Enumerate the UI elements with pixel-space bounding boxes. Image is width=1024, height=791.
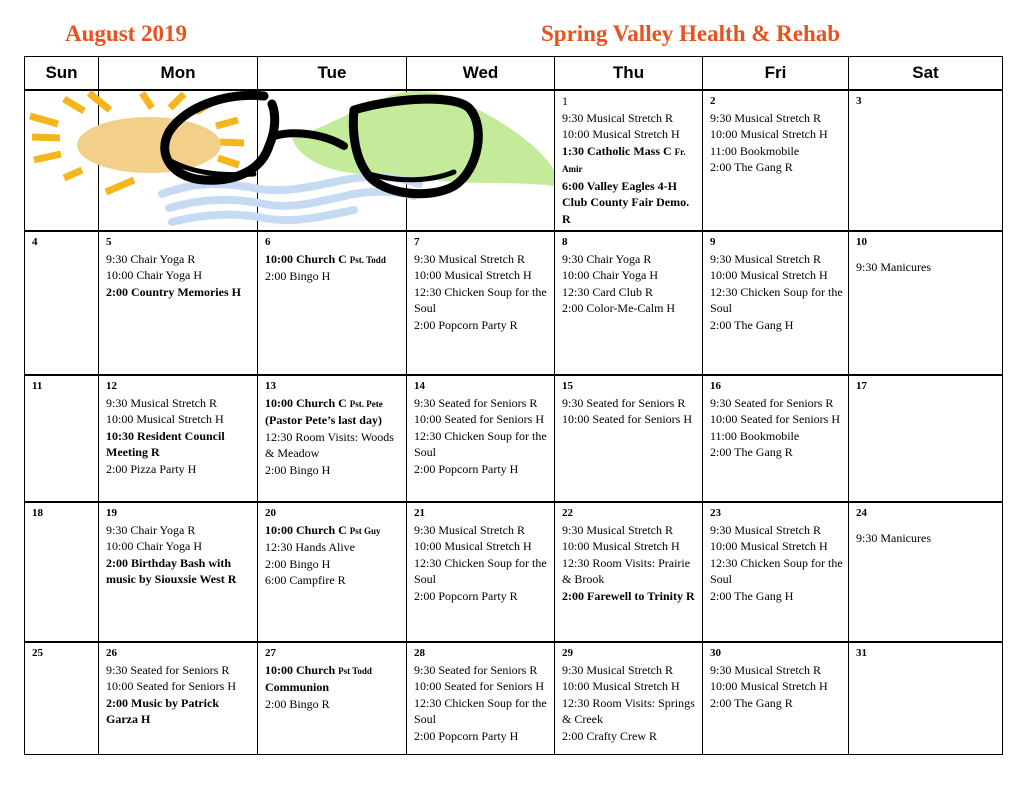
event: 10:00 Chair Yoga H bbox=[562, 268, 659, 282]
day-number: 28 bbox=[414, 647, 425, 659]
day-cell-2 bbox=[703, 90, 849, 231]
event: 2:00 Pizza Party H bbox=[106, 461, 197, 476]
event: 9:30 Musical Stretch R bbox=[106, 395, 217, 410]
day-cell-7 bbox=[407, 231, 555, 375]
day-cell-25 bbox=[25, 642, 99, 755]
day-cell-15 bbox=[555, 375, 703, 502]
event: 10:00 Musical Stretch H bbox=[710, 127, 828, 141]
event: 9:30 Musical Stretch R bbox=[562, 110, 673, 125]
event-title: 10:00 Church C bbox=[265, 395, 347, 410]
day-cell-16 bbox=[703, 375, 849, 502]
day-cell-17 bbox=[849, 375, 1003, 502]
event: 12:30 Room Visits: Woods & Meadow bbox=[265, 429, 394, 460]
event-note: Fr. Amir bbox=[562, 146, 686, 174]
event-title: 10:00 Church C bbox=[265, 251, 347, 266]
day-number: 31 bbox=[856, 647, 867, 659]
day-number: 9 bbox=[710, 236, 716, 248]
day-number: 10 bbox=[856, 236, 867, 248]
day-number: 12 bbox=[106, 380, 117, 392]
event bbox=[265, 522, 402, 540]
day-number: 6 bbox=[265, 236, 271, 248]
event-note: Pst Todd bbox=[338, 665, 372, 676]
event-title: 10:00 Church C bbox=[265, 522, 347, 537]
event: 10:00 Musical Stretch H bbox=[710, 539, 828, 553]
event: 10:00 Seated for Seniors H bbox=[106, 679, 236, 693]
day-cell-3 bbox=[849, 90, 1003, 231]
day-number: 27 bbox=[265, 647, 276, 659]
day-number: 5 bbox=[106, 236, 112, 248]
week-row-1 bbox=[25, 90, 1003, 231]
week-row-3 bbox=[25, 375, 1003, 502]
day-number: 23 bbox=[710, 507, 721, 519]
event: 12:30 Chicken Soup for the Soul bbox=[414, 284, 547, 315]
event: 9:30 Chair Yoga R bbox=[106, 251, 196, 266]
event: 2:00 Crafty Crew R bbox=[562, 728, 657, 743]
day-cell-20 bbox=[258, 502, 407, 642]
weekday-header-row bbox=[25, 57, 1003, 91]
event-note: Pst Guy bbox=[349, 525, 381, 536]
event: 2:00 Bingo H bbox=[265, 556, 331, 571]
week-row-5 bbox=[25, 642, 1003, 755]
event bbox=[562, 143, 698, 178]
event: 9:30 Manicures bbox=[856, 259, 931, 274]
day-cell-9 bbox=[703, 231, 849, 375]
calendar-grid bbox=[24, 56, 1003, 755]
event bbox=[265, 662, 402, 680]
day-number: 11 bbox=[32, 380, 43, 392]
weekday-mon: Mon bbox=[99, 57, 258, 91]
event: 10:00 Seated for Seniors H bbox=[414, 412, 544, 426]
event-note: Pst. Todd bbox=[349, 254, 386, 265]
day-cell-24 bbox=[849, 502, 1003, 642]
event: 12:30 Room Visits: Springs & Creek bbox=[562, 695, 695, 726]
day-number: 2 bbox=[710, 95, 716, 107]
event-title: 10:00 Church bbox=[265, 662, 336, 677]
day-cell-21 bbox=[407, 502, 555, 642]
day-number: 29 bbox=[562, 647, 573, 659]
weekday-sat: Sat bbox=[849, 57, 1003, 91]
event: 2:00 The Gang R bbox=[710, 160, 793, 174]
day-cell-29 bbox=[555, 642, 703, 755]
event: 10:00 Musical Stretch H bbox=[414, 268, 532, 282]
event: 12:30 Card Club R bbox=[562, 284, 654, 299]
event: 2:00 Bingo R bbox=[265, 696, 330, 711]
day-number: 22 bbox=[562, 507, 573, 519]
day-cell-27 bbox=[258, 642, 407, 755]
facility-name: Spring Valley Health & Rehab bbox=[541, 21, 841, 46]
event: 11:00 Bookmobile bbox=[710, 143, 800, 158]
event: 12:30 Hands Alive bbox=[265, 540, 355, 554]
event: (Pastor Pete’s last day) bbox=[265, 413, 382, 427]
day-number: 16 bbox=[710, 380, 721, 392]
event: 9:30 Musical Stretch R bbox=[414, 522, 525, 537]
day-number: 30 bbox=[710, 647, 721, 659]
day-cell-23 bbox=[703, 502, 849, 642]
event: Communion bbox=[265, 680, 330, 694]
event: 9:30 Chair Yoga R bbox=[106, 522, 196, 537]
event: 10:00 Musical Stretch H bbox=[106, 412, 224, 426]
event: 10:00 Seated for Seniors H bbox=[562, 412, 692, 426]
day-cell-26 bbox=[99, 642, 258, 755]
event: 2:00 Bingo H bbox=[265, 462, 331, 477]
day-number: 13 bbox=[265, 380, 276, 392]
day-cell-4 bbox=[25, 231, 99, 375]
event: 9:30 Musical Stretch R bbox=[562, 522, 673, 537]
event: 9:30 Seated for Seniors R bbox=[562, 395, 686, 410]
event: 11:00 Bookmobile bbox=[710, 428, 800, 443]
day-number: 19 bbox=[106, 507, 117, 519]
event: 2:00 Popcorn Party R bbox=[414, 588, 518, 603]
event: 2:00 Farewell to Trinity R bbox=[562, 588, 695, 603]
event-title: 1:30 Catholic Mass C bbox=[562, 143, 672, 158]
day-number: 24 bbox=[856, 507, 867, 519]
event: 2:00 Popcorn Party H bbox=[414, 728, 519, 743]
weekday-sun: Sun bbox=[25, 57, 99, 91]
event bbox=[265, 395, 402, 413]
day-number: 17 bbox=[856, 380, 867, 392]
week-row-2 bbox=[25, 231, 1003, 375]
day-cell-30 bbox=[703, 642, 849, 755]
event: 6:00 Valley Eagles 4-H Club County Fair Demo. R bbox=[562, 178, 690, 226]
event: 12:30 Room Visits: Prairie & Brook bbox=[562, 555, 691, 586]
event: 2:00 The Gang R bbox=[710, 445, 793, 459]
event: 10:00 Musical Stretch H bbox=[562, 539, 680, 553]
day-cell-11 bbox=[25, 375, 99, 502]
event: 9:30 Manicures bbox=[856, 530, 931, 545]
day-number: 7 bbox=[414, 236, 420, 248]
event: 9:30 Chair Yoga R bbox=[562, 251, 652, 266]
event: 9:30 Seated for Seniors R bbox=[414, 662, 538, 677]
event: 10:00 Musical Stretch H bbox=[562, 679, 680, 693]
event: 12:30 Chicken Soup for the Soul bbox=[414, 555, 547, 586]
event: 6:00 Campfire R bbox=[265, 573, 346, 587]
event: 10:00 Seated for Seniors H bbox=[710, 412, 840, 426]
event: 10:00 Seated for Seniors H bbox=[414, 679, 544, 693]
day-number: 21 bbox=[414, 507, 425, 519]
day-number: 4 bbox=[32, 236, 38, 248]
event: 2:00 Bingo H bbox=[265, 269, 331, 283]
event: 12:30 Chicken Soup for the Soul bbox=[710, 555, 843, 586]
day-cell-empty bbox=[99, 90, 258, 231]
event: 9:30 Musical Stretch R bbox=[710, 110, 821, 125]
day-cell-empty bbox=[25, 90, 99, 231]
event: 9:30 Seated for Seniors R bbox=[106, 662, 230, 677]
event: 10:00 Chair Yoga H bbox=[106, 268, 203, 282]
day-cell-28 bbox=[407, 642, 555, 755]
day-cell-6 bbox=[258, 231, 407, 375]
event: 10:00 Musical Stretch H bbox=[414, 539, 532, 553]
weekday-fri: Fri bbox=[703, 57, 849, 91]
day-cell-8 bbox=[555, 231, 703, 375]
day-number: 25 bbox=[32, 647, 43, 659]
event: 2:00 Country Memories H bbox=[106, 284, 241, 299]
event: 9:30 Seated for Seniors R bbox=[710, 395, 834, 410]
day-cell-19 bbox=[99, 502, 258, 642]
day-cell-18 bbox=[25, 502, 99, 642]
event: 12:30 Chicken Soup for the Soul bbox=[414, 428, 547, 459]
month-title: August 2019 bbox=[65, 21, 188, 46]
day-number: 1 bbox=[562, 94, 568, 108]
day-cell-12 bbox=[99, 375, 258, 502]
event: 9:30 Seated for Seniors R bbox=[414, 395, 538, 410]
day-number: 18 bbox=[32, 507, 43, 519]
event: 12:30 Chicken Soup for the Soul bbox=[414, 695, 547, 726]
day-cell-31 bbox=[849, 642, 1003, 755]
event-note: Pst. Pete bbox=[349, 398, 383, 409]
event: 9:30 Musical Stretch R bbox=[710, 251, 821, 266]
event: 10:00 Musical Stretch H bbox=[710, 268, 828, 282]
day-number: 20 bbox=[265, 507, 276, 519]
day-number: 14 bbox=[414, 380, 425, 392]
event bbox=[265, 251, 402, 269]
event: 2:00 Color-Me-Calm H bbox=[562, 301, 676, 315]
day-number: 8 bbox=[562, 236, 568, 248]
event: 2:00 Popcorn Party H bbox=[414, 461, 519, 476]
event: 2:00 The Gang H bbox=[710, 317, 794, 332]
day-number: 15 bbox=[562, 380, 573, 392]
day-cell-14 bbox=[407, 375, 555, 502]
day-cell-13 bbox=[258, 375, 407, 502]
event: 10:00 Musical Stretch H bbox=[710, 679, 828, 693]
weekday-tue: Tue bbox=[258, 57, 407, 91]
event: 10:00 Chair Yoga H bbox=[106, 539, 203, 553]
day-number: 26 bbox=[106, 647, 117, 659]
event: 9:30 Musical Stretch R bbox=[562, 662, 673, 677]
day-cell-22 bbox=[555, 502, 703, 642]
event: 12:30 Chicken Soup for the Soul bbox=[710, 284, 843, 315]
event: 9:30 Musical Stretch R bbox=[414, 251, 525, 266]
event: 2:00 Music by Patrick Garza H bbox=[106, 695, 219, 726]
event: 9:30 Musical Stretch R bbox=[710, 662, 821, 677]
event: 9:30 Musical Stretch R bbox=[710, 522, 821, 537]
day-cell-1 bbox=[555, 90, 703, 231]
weekday-wed: Wed bbox=[407, 57, 555, 91]
day-cell-10 bbox=[849, 231, 1003, 375]
event: 2:00 Birthday Bash with music by Siouxsie West R bbox=[106, 555, 237, 586]
event: 2:00 Popcorn Party R bbox=[414, 317, 518, 332]
day-cell-empty bbox=[407, 90, 555, 231]
day-number: 3 bbox=[856, 95, 862, 107]
event: 10:00 Musical Stretch H bbox=[562, 127, 680, 141]
day-cell-5 bbox=[99, 231, 258, 375]
weekday-thu: Thu bbox=[555, 57, 703, 91]
event: 2:00 The Gang R bbox=[710, 695, 793, 710]
event: 10:30 Resident Council Meeting R bbox=[106, 428, 225, 459]
week-row-4 bbox=[25, 502, 1003, 642]
day-cell-empty bbox=[258, 90, 407, 231]
event: 2:00 The Gang H bbox=[710, 588, 794, 603]
